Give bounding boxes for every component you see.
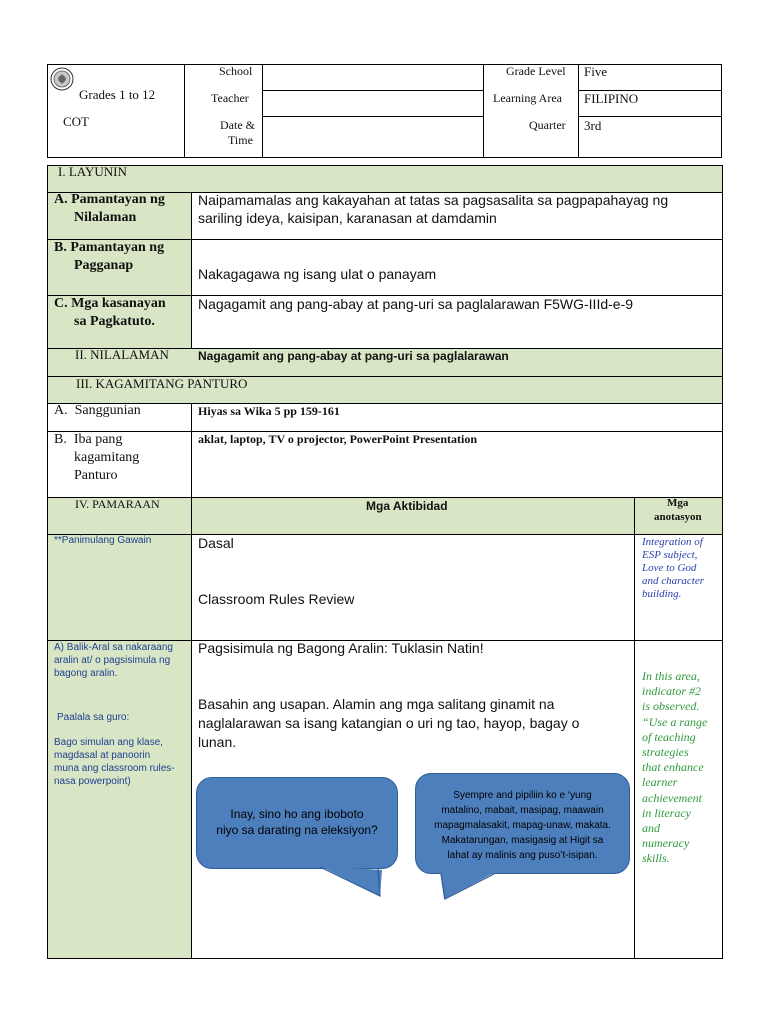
quarter-label: Quarter (529, 118, 566, 132)
layunin-b-label-2: Pagganap (74, 258, 134, 273)
layunin-a-text-2: sariling ideya, kaisipan, karanasan at damdamin (198, 210, 497, 226)
basahin-text-1: Basahin ang usapan. Alamin ang mga salitang ginamit na (198, 696, 555, 712)
anotasyon-heading-1: Mga (667, 497, 689, 509)
speech-bubble-tail-2 (440, 871, 496, 901)
learning-area-label: Learning Area (493, 91, 562, 105)
grade-level-value: Five (584, 64, 608, 79)
balik-aral-label: A) Balik-Aral sa nakaraang aralin at/ o pagsisimula ng bagong aralin. (54, 642, 173, 679)
rules-review-text: Classroom Rules Review (198, 591, 355, 607)
pagsisimula-text: Pagsisimula ng Bagong Aralin: Tuklasin Natin! (198, 640, 484, 656)
speech-bubble-tail-1 (320, 866, 382, 898)
kagamitan-b-label-2: kagamitang (74, 450, 140, 465)
layunin-b-label-1: B. Pamantayan ng (54, 240, 165, 255)
basahin-text-3: lunan. (198, 734, 237, 750)
school-field[interactable] (263, 65, 483, 90)
date-label-2: Time (228, 133, 253, 147)
nilalaman-heading: II. NILALAMAN (75, 347, 169, 362)
anotasyon-heading-2: anotasyon (654, 511, 702, 523)
basahin-text-2: naglalarawan sa isang katangian o uri ng tao, hayop, bagay o (198, 715, 580, 731)
kagamitan-heading: III. KAGAMITANG PANTURO (76, 376, 248, 391)
paalala-text: Bago simulan ang klase, magdasal at panoorin muna ang classroom rules- nasa powerpoint) (54, 737, 175, 787)
cot-label: COT (63, 114, 89, 129)
speech-bubble-mother-question: Inay, sino ho ang iboboto niyo sa darating na eleksiyon? (196, 777, 398, 869)
kagamitan-b-text: aklat, laptop, TV o projector, PowerPoint Presentation (198, 432, 477, 446)
teacher-field[interactable] (263, 91, 483, 116)
annotation-esp: Integration of ESP subject, Love to God and character building. (642, 536, 705, 600)
aktibidad-heading: Mga Aktibidad (366, 499, 448, 513)
annotation-indicator-2: In this area, indicator #2 is observed. “Use a range of teaching strategies that enhance learner achievement in literacy and numeracy skills. (642, 669, 708, 866)
layunin-b-text: Nakagagawa ng isang ulat o panayam (198, 266, 437, 282)
speech-bubble-mother-answer: Syempre and pipiliin ko e ‘yung matalino, mabait, masipag, maawain mapagmalasakit, mapag-unaw, makata. Makatarungan, masigasig at Higit sa lahat ay malinis ang puso’t-isipan. (415, 773, 630, 874)
paalala-label: Paalala sa guro: (57, 712, 130, 723)
school-label: School (219, 64, 253, 78)
panimula-label: **Panimulang Gawain (54, 535, 152, 546)
layunin-c-label-1: C. Mga kasanayan (54, 296, 166, 311)
nilalaman-text: Nagagamit ang pang-abay at pang-uri sa paglalarawan (198, 349, 509, 363)
layunin-a-text-1: Naipamamalas ang kakayahan at tatas sa pagsasalita sa pagpapahayag ng (198, 192, 669, 208)
layunin-c-text: Nagagamit ang pang-abay at pang-uri sa paglalarawan F5WG-IIId-e-9 (198, 296, 634, 312)
layunin-c-label-2: sa Pagkatuto. (74, 314, 155, 329)
learning-area-value: FILIPINO (584, 91, 639, 106)
quarter-value: 3rd (584, 118, 602, 133)
kagamitan-a-label: A. Sanggunian (54, 403, 141, 418)
kagamitan-b-label-3: Panturo (74, 468, 118, 483)
date-label-1: Date & (220, 118, 255, 132)
teacher-label: Teacher (211, 91, 249, 105)
dasal-text: Dasal (198, 535, 234, 551)
date-time-field[interactable] (263, 117, 483, 157)
kagamitan-b-label-1: B. Iba pang (54, 432, 123, 447)
deped-seal-logo (50, 67, 74, 91)
kagamitan-a-text: Hiyas sa Wika 5 pp 159-161 (198, 404, 340, 418)
layunin-a-label-2: Nilalaman (74, 210, 137, 225)
grades-label: Grades 1 to 12 (79, 87, 156, 102)
grade-level-label: Grade Level (506, 64, 566, 78)
pamaraan-heading: IV. PAMARAAN (75, 497, 160, 511)
layunin-a-label-1: A. Pamantayan ng (54, 192, 165, 207)
layunin-heading: I. LAYUNIN (58, 164, 127, 179)
